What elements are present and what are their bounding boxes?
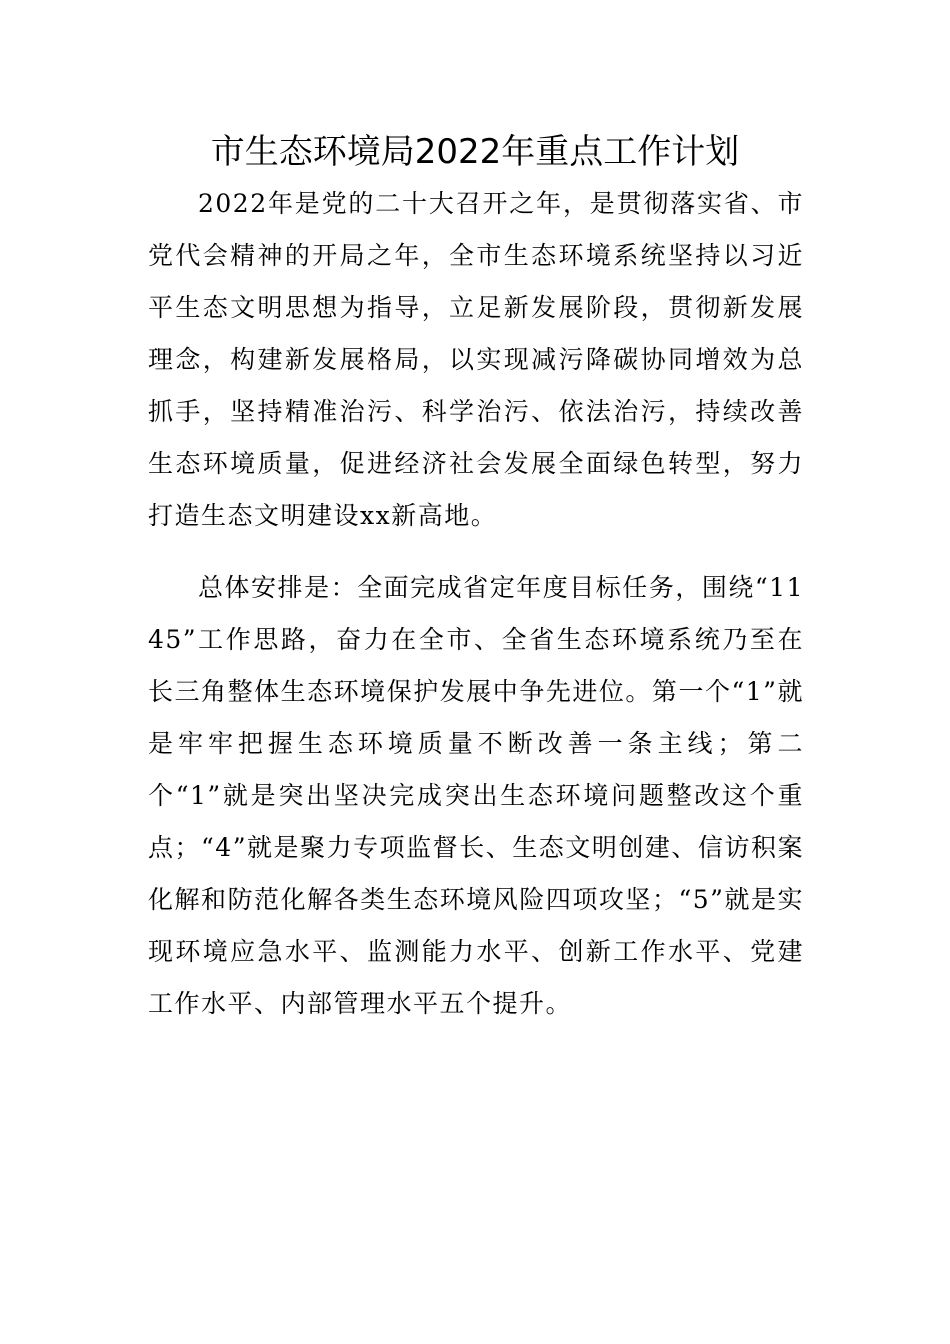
paragraph-overall-arrangement: 总体安排是：全面完成省定年度目标任务，围绕“1145”工作思路，奋力在全市、全省生态环境系统乃至在长三角整体生态环境保护发展中争先进位。第一个“1”就是牢牢把握生态环境质量不断改善一条主线；第二个“1”就是突出坚决完成突出生态环境问题整改这个重点；“4”就是聚力专项监督长、生态文明创建、信访积案化解和防范化解各类生态环境风险四项攻坚；“5”就是实现环境应急水平、监测能力水平、创新工作水平、党建工作水平、内部管理水平五个提升。 (148, 573, 804, 1018)
paragraph-intro: 2022年是党的二十大召开之年，是贯彻落实省、市党代会精神的开局之年，全市生态环境系统坚持以习近平生态文明思想为指导，立足新发展阶段，贯彻新发展理念，构建新发展格局，以实现减污降碳协同增效为总抓手，坚持精准治污、科学治污、依法治污，持续改善生态环境质量，促进经济社会发展全面绿色转型，努力打造生态文明建设xx新高地。 (148, 189, 804, 530)
document-title: 市生态环境局2022年重点工作计划 (210, 132, 740, 172)
document-body (148, 178, 804, 1030)
